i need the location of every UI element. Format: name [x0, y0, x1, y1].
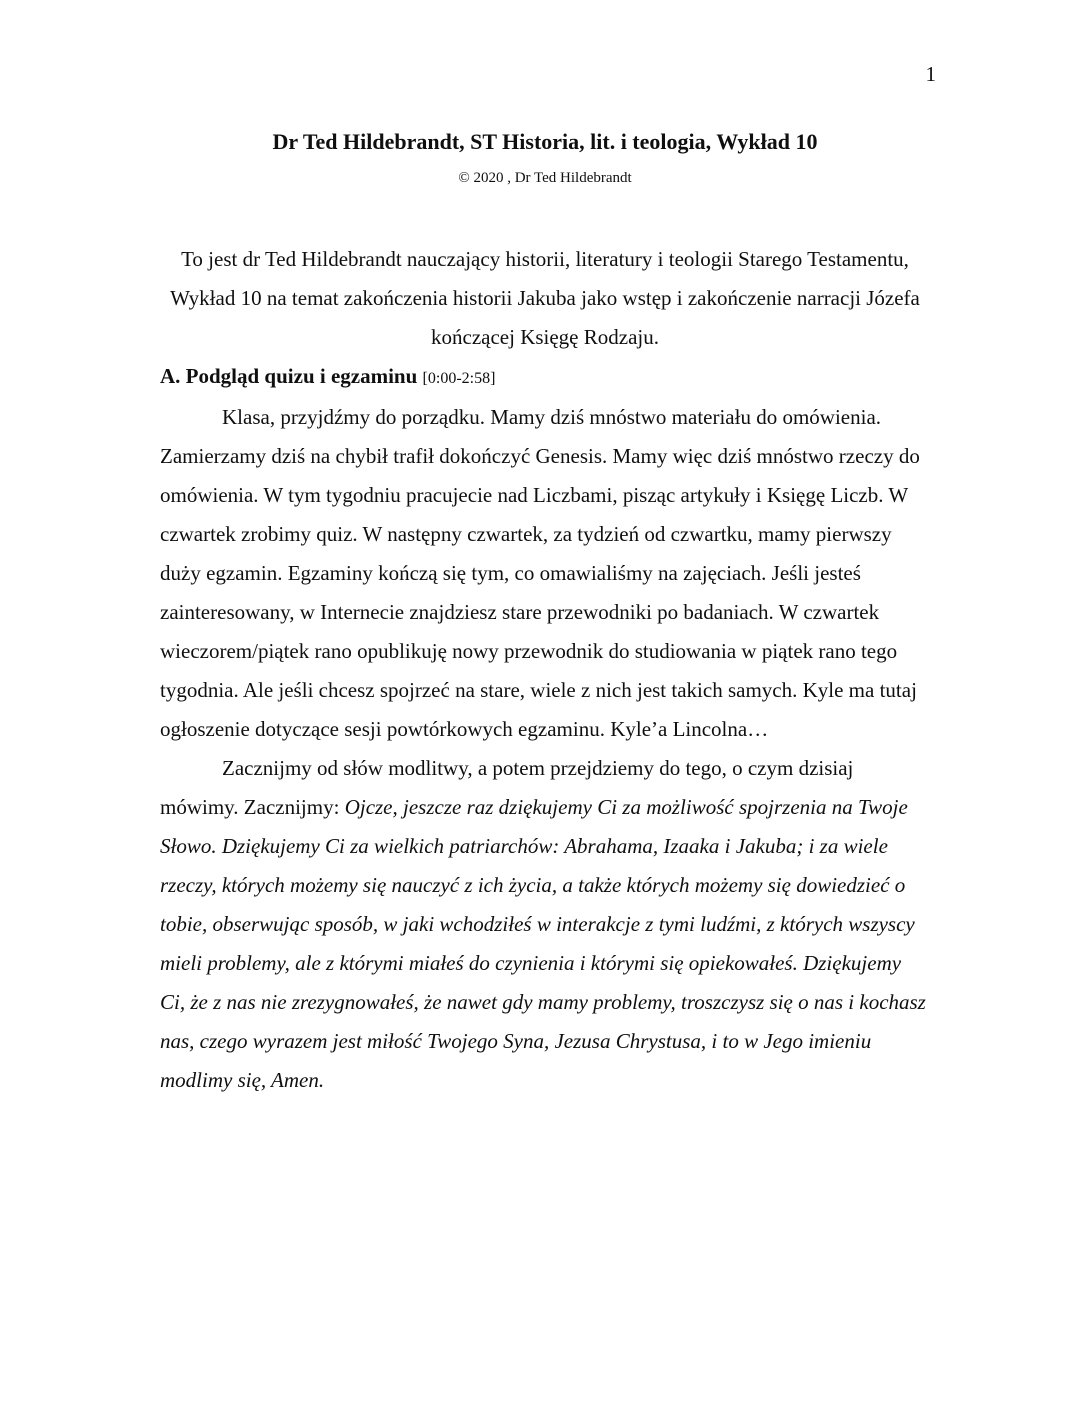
section-heading — [160, 357, 930, 398]
intro-paragraph: To jest dr Ted Hildebrandt nauczający historii, literatury i teologii Starego Testamentu, Wykład 10 na temat zakończenia historii Jakuba jako wstęp i zakończenie narracji Józefa kończącej Księgę Rodzaju. — [170, 247, 920, 349]
body-paragraph-2 — [160, 749, 930, 1100]
body-paragraph-1: Klasa, przyjdźmy do porządku. Mamy dziś mnóstwo materiału do omówienia. Zamierzamy dziś na chybił trafił dokończyć Genesis. Mamy więc dziś mnóstwo rzeczy do omówienia. W tym tygodniu pracujecie nad Liczbami, pisząc artykuły i Księgę Liczb. W czwartek zrobimy quiz. W następny czwartek, za tydzień od czwartku, mamy pierwszy duży egzamin. Egzaminy kończą się tym, co omawialiśmy na zajęciach. Jeśli jesteś zainteresowany, w Internecie znajdziesz stare przewodniki po badaniach. W czwartek wieczorem/piątek rano opublikuję nowy przewodnik do studiowania w piątek rano tego tygodnia. Ale jeśli chcesz spojrzeć na stare, wiele z nich jest takich samych. Kyle ma tutaj ogłoszenie dotyczące sesji powtórkowych egzaminu. Kyle’a Lincolna… — [160, 405, 920, 741]
copyright-line: © 2020 , Dr Ted Hildebrandt — [458, 170, 632, 186]
prayer-text: Ojcze, jeszcze raz dziękujemy Ci za możliwość spojrzenia na Twoje Słowo. Dziękujemy Ci za wielkich patriarchów: Abrahama, Izaaka i Jakuba; i za wiele rzeczy, których możemy się nauczyć z ich życia, a także których możemy się dowiedzieć o tobie, obserwując sposób, w jaki wchodziłeś w interakcje z tymi ludźmi, z których wszyscy mieli problemy, ale z którymi miałeś do czynienia i którymi się opiekowałeś. Dziękujemy Ci, że z nas nie zrezygnowałeś, że nawet gdy mamy problemy, troszczysz się o nas i kochasz nas, czego wyrazem jest miłość Twojego Syna, Jezusa Chrystusa, i to w Jego imieniu modlimy się, Amen. — [160, 795, 926, 1092]
section-heading-text: A. Podgląd quizu i egzaminu — [160, 364, 418, 388]
section-timestamp: [0:00-2:58] — [422, 370, 496, 387]
prayer-leadin: Zacznijmy od słów modlitwy, a potem przejdziemy do tego, o czym dzisiaj mówimy. Zacznijmy: — [160, 756, 854, 819]
page-number: 1 — [925, 62, 936, 86]
document-title: Dr Ted Hildebrandt, ST Historia, lit. i teologia, Wykład 10 — [272, 129, 818, 154]
